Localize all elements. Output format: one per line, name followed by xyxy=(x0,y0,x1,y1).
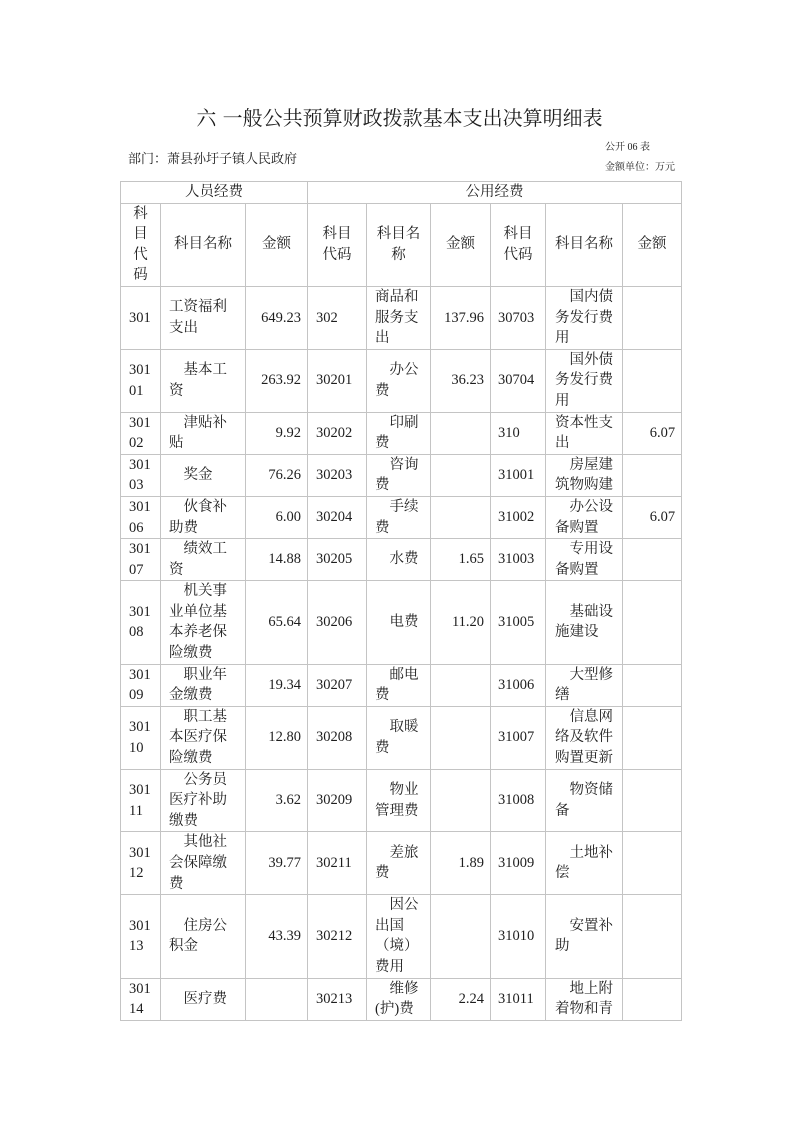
public-code-cell-right: 31010 xyxy=(491,895,546,978)
public-amount-cell: 2.24 xyxy=(431,978,491,1020)
table-row xyxy=(121,539,682,581)
public-name-cell-right: 基础设施建设 xyxy=(546,581,623,664)
public-code-cell: 30201 xyxy=(308,349,367,412)
public-code-cell: 30202 xyxy=(308,412,367,454)
personnel-name-cell: 住房公积金 xyxy=(161,895,246,978)
public-code-cell: 30211 xyxy=(308,832,367,895)
department-label: 部门：萧县孙圩子镇人民政府 xyxy=(128,151,298,166)
public-code-cell-right: 31009 xyxy=(491,832,546,895)
public-amount-cell-right xyxy=(623,978,682,1020)
public-amount-cell-right xyxy=(623,832,682,895)
personnel-name-cell: 公务员医疗补助缴费 xyxy=(161,769,246,832)
public-name-cell-right: 国外债务发行费用 xyxy=(546,349,623,412)
public-code-cell: 302 xyxy=(308,286,367,349)
personnel-amount-cell: 9.92 xyxy=(246,412,308,454)
column-header-name: 科目名称 xyxy=(367,203,431,286)
public-amount-cell-right xyxy=(623,349,682,412)
budget-table xyxy=(120,181,682,1021)
public-name-cell: 手续费 xyxy=(367,496,431,538)
personnel-name-cell: 绩效工资 xyxy=(161,539,246,581)
group-header-public: 公用经费 xyxy=(308,182,682,204)
public-code-cell-right: 31011 xyxy=(491,978,546,1020)
table-row xyxy=(121,496,682,538)
public-name-cell: 邮电费 xyxy=(367,664,431,706)
personnel-name-cell: 工资福利支出 xyxy=(161,286,246,349)
public-name-cell: 水费 xyxy=(367,539,431,581)
personnel-amount-cell: 6.00 xyxy=(246,496,308,538)
table-row xyxy=(121,706,682,769)
public-code-cell-right: 31008 xyxy=(491,769,546,832)
public-amount-cell-right xyxy=(623,286,682,349)
column-header-amount: 金额 xyxy=(246,203,308,286)
personnel-amount-cell: 39.77 xyxy=(246,832,308,895)
public-code-cell: 30207 xyxy=(308,664,367,706)
table-row xyxy=(121,454,682,496)
public-amount-cell: 11.20 xyxy=(431,581,491,664)
personnel-amount-cell: 19.34 xyxy=(246,664,308,706)
public-code-cell-right: 31001 xyxy=(491,454,546,496)
personnel-code-cell: 30106 xyxy=(121,496,161,538)
column-header-name: 科目名称 xyxy=(161,203,246,286)
public-code-cell-right: 310 xyxy=(491,412,546,454)
personnel-code-cell: 301 xyxy=(121,286,161,349)
public-amount-cell xyxy=(431,412,491,454)
personnel-amount-cell: 12.80 xyxy=(246,706,308,769)
public-code-cell-right: 31007 xyxy=(491,706,546,769)
public-name-cell: 维修(护)费 xyxy=(367,978,431,1020)
public-amount-cell-right xyxy=(623,664,682,706)
personnel-code-cell: 30102 xyxy=(121,412,161,454)
public-name-cell-right: 信息网络及软件购置更新 xyxy=(546,706,623,769)
public-name-cell: 电费 xyxy=(367,581,431,664)
public-name-cell: 印刷费 xyxy=(367,412,431,454)
public-code-cell-right: 31006 xyxy=(491,664,546,706)
public-amount-cell: 1.89 xyxy=(431,832,491,895)
public-name-cell-right: 安置补助 xyxy=(546,895,623,978)
table-row xyxy=(121,581,682,664)
public-amount-cell xyxy=(431,895,491,978)
public-name-cell-right: 国内债务发行费用 xyxy=(546,286,623,349)
public-amount-cell-right: 6.07 xyxy=(623,412,682,454)
public-code-cell: 30212 xyxy=(308,895,367,978)
column-header-code: 科目代码 xyxy=(121,203,161,286)
public-name-cell: 办公费 xyxy=(367,349,431,412)
personnel-code-cell: 30111 xyxy=(121,769,161,832)
public-name-cell-right: 地上附着物和青 xyxy=(546,978,623,1020)
personnel-name-cell: 职工基本医疗保险缴费 xyxy=(161,706,246,769)
public-name-cell-right: 办公设备购置 xyxy=(546,496,623,538)
public-code-cell: 30205 xyxy=(308,539,367,581)
personnel-code-cell: 30113 xyxy=(121,895,161,978)
public-amount-cell xyxy=(431,496,491,538)
public-amount-cell-right xyxy=(623,454,682,496)
public-amount-cell xyxy=(431,454,491,496)
public-name-cell: 商品和服务支出 xyxy=(367,286,431,349)
table-row xyxy=(121,286,682,349)
table-row xyxy=(121,664,682,706)
personnel-amount-cell: 65.64 xyxy=(246,581,308,664)
personnel-amount-cell xyxy=(246,978,308,1020)
column-header-amount: 金额 xyxy=(431,203,491,286)
table-row xyxy=(121,978,682,1020)
public-amount-cell-right xyxy=(623,769,682,832)
personnel-code-cell: 30103 xyxy=(121,454,161,496)
amount-unit-label: 金额单位：万元 xyxy=(605,162,675,173)
table-row xyxy=(121,349,682,412)
public-amount-cell xyxy=(431,769,491,832)
column-header-amount: 金额 xyxy=(623,203,682,286)
personnel-name-cell: 机关事业单位基本养老保险缴费 xyxy=(161,581,246,664)
public-name-cell-right: 土地补偿 xyxy=(546,832,623,895)
public-name-cell: 物业管理费 xyxy=(367,769,431,832)
public-code-cell: 30204 xyxy=(308,496,367,538)
public-code-cell: 30209 xyxy=(308,769,367,832)
public-amount-cell: 137.96 xyxy=(431,286,491,349)
personnel-name-cell: 职业年金缴费 xyxy=(161,664,246,706)
public-amount-cell xyxy=(431,664,491,706)
public-amount-cell-right xyxy=(623,581,682,664)
personnel-amount-cell: 76.26 xyxy=(246,454,308,496)
column-header-name: 科目名称 xyxy=(546,203,623,286)
public-code-cell: 30206 xyxy=(308,581,367,664)
public-amount-cell xyxy=(431,706,491,769)
column-header-row xyxy=(121,203,682,286)
public-name-cell-right: 专用设备购置 xyxy=(546,539,623,581)
page-title: 六 一般公共预算财政拨款基本支出决算明细表 xyxy=(196,106,603,130)
table-row xyxy=(121,769,682,832)
public-amount-cell: 1.65 xyxy=(431,539,491,581)
table-row xyxy=(121,832,682,895)
form-number: 公开 06 表 xyxy=(605,142,650,153)
group-header-personnel: 人员经费 xyxy=(121,182,308,204)
public-code-cell-right: 31005 xyxy=(491,581,546,664)
table-row xyxy=(121,895,682,978)
public-code-cell-right: 30703 xyxy=(491,286,546,349)
public-code-cell-right: 31003 xyxy=(491,539,546,581)
public-code-cell-right: 30704 xyxy=(491,349,546,412)
group-header-row xyxy=(121,182,682,204)
public-name-cell-right: 物资储备 xyxy=(546,769,623,832)
personnel-code-cell: 30110 xyxy=(121,706,161,769)
personnel-name-cell: 医疗费 xyxy=(161,978,246,1020)
personnel-code-cell: 30114 xyxy=(121,978,161,1020)
public-code-cell: 30208 xyxy=(308,706,367,769)
public-code-cell: 30203 xyxy=(308,454,367,496)
public-name-cell-right: 大型修缮 xyxy=(546,664,623,706)
public-name-cell: 咨询费 xyxy=(367,454,431,496)
personnel-name-cell: 伙食补助费 xyxy=(161,496,246,538)
personnel-code-cell: 30109 xyxy=(121,664,161,706)
personnel-name-cell: 基本工资 xyxy=(161,349,246,412)
personnel-code-cell: 30101 xyxy=(121,349,161,412)
personnel-amount-cell: 43.39 xyxy=(246,895,308,978)
public-name-cell: 差旅费 xyxy=(367,832,431,895)
personnel-amount-cell: 263.92 xyxy=(246,349,308,412)
table-row xyxy=(121,412,682,454)
personnel-amount-cell: 3.62 xyxy=(246,769,308,832)
personnel-name-cell: 奖金 xyxy=(161,454,246,496)
personnel-code-cell: 30112 xyxy=(121,832,161,895)
public-name-cell: 因公出国（境）费用 xyxy=(367,895,431,978)
personnel-name-cell: 其他社会保障缴费 xyxy=(161,832,246,895)
column-header-code: 科目代码 xyxy=(491,203,546,286)
public-name-cell: 取暖费 xyxy=(367,706,431,769)
public-amount-cell-right xyxy=(623,895,682,978)
personnel-code-cell: 30108 xyxy=(121,581,161,664)
public-amount-cell-right: 6.07 xyxy=(623,496,682,538)
personnel-name-cell: 津贴补贴 xyxy=(161,412,246,454)
public-name-cell-right: 资本性支出 xyxy=(546,412,623,454)
public-code-cell-right: 31002 xyxy=(491,496,546,538)
personnel-amount-cell: 649.23 xyxy=(246,286,308,349)
public-amount-cell-right xyxy=(623,539,682,581)
personnel-amount-cell: 14.88 xyxy=(246,539,308,581)
public-code-cell: 30213 xyxy=(308,978,367,1020)
public-amount-cell-right xyxy=(623,706,682,769)
personnel-code-cell: 30107 xyxy=(121,539,161,581)
column-header-code: 科目代码 xyxy=(308,203,367,286)
public-amount-cell: 36.23 xyxy=(431,349,491,412)
public-name-cell-right: 房屋建筑物购建 xyxy=(546,454,623,496)
